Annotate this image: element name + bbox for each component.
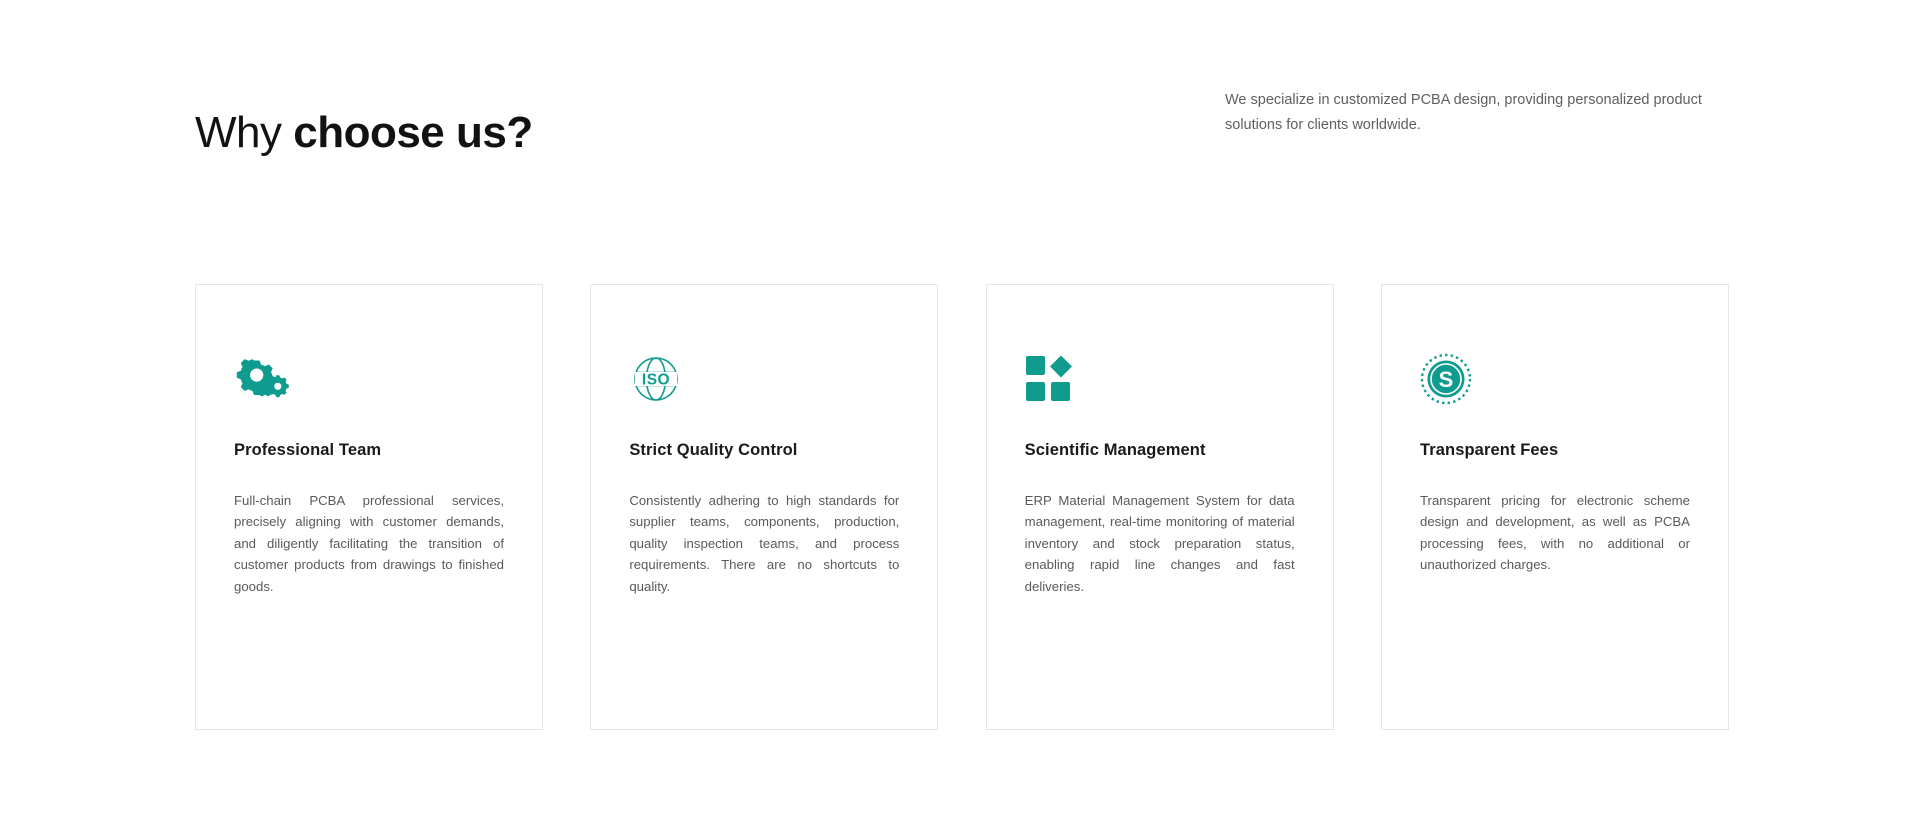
feature-card-strict-quality-control[interactable] xyxy=(590,284,938,730)
feature-card-professional-team[interactable] xyxy=(195,284,543,730)
card-description: Full-chain PCBA professional services, precisely aligning with customer demands, and diligently facilitating the transition of customer products from drawings to finished goods. xyxy=(234,493,504,594)
card-description: ERP Material Management System for data management, real-time monitoring of material inventory and stock preparation status, enabling rapid line changes and fast deliveries. xyxy=(1024,493,1295,594)
card-title: Strict Quality Control xyxy=(629,441,798,459)
svg-text:S: S xyxy=(1438,367,1454,392)
feature-card-transparent-fees[interactable] xyxy=(1381,284,1729,730)
feature-cards-row xyxy=(195,284,1729,730)
card-title: Transparent Fees xyxy=(1419,441,1559,459)
section-header xyxy=(195,80,1725,187)
page-title-light: Why xyxy=(195,108,294,158)
iso-globe-icon xyxy=(629,353,899,405)
page-title xyxy=(195,109,533,157)
dollar-coin-icon xyxy=(1420,353,1690,405)
feature-card-scientific-management[interactable] xyxy=(986,284,1334,730)
blocks-icon xyxy=(1025,353,1295,405)
card-description: Transparent pricing for electronic scheme design and development, as well as PCBA processing fees, with no additional or unauthorized charges. xyxy=(1419,493,1690,573)
svg-text:ISO: ISO xyxy=(642,371,671,389)
page-title-bold: choose us? xyxy=(293,108,533,158)
card-description: Consistently adhering to high standards for supplier teams, components, production, quality inspection teams, and process requirements. There are no shortcuts to quality. xyxy=(629,493,900,594)
gears-icon xyxy=(234,353,504,405)
section-intro-text: We specialize in customized PCBA design, providing personalized product solutions for clients worldwide. xyxy=(1225,92,1702,134)
card-title: Professional Team xyxy=(234,441,382,459)
card-title: Scientific Management xyxy=(1024,441,1206,459)
